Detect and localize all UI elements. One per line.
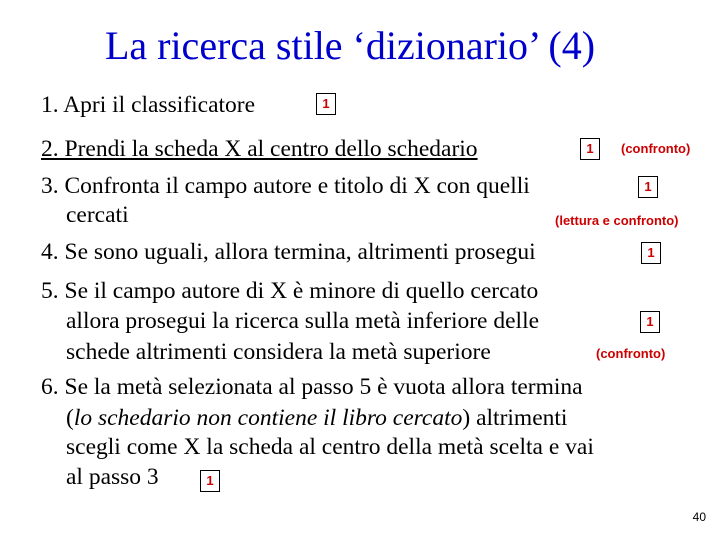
slide-title: La ricerca stile ‘dizionario’ (4) <box>104 23 596 68</box>
paren-close: ) altrimenti <box>462 405 568 431</box>
step-6-text-cont3: al passo 3 <box>66 464 159 490</box>
operation-note: (confronto) <box>596 346 666 361</box>
step-5-text: 5. Se il campo autore di X è minore di quello cercato <box>41 278 539 304</box>
step-count-badge: 1 <box>641 242 661 264</box>
step-count-badge: 1 <box>200 470 220 492</box>
operation-note: (confronto) <box>621 141 691 156</box>
step-6-text-cont2: scegli come X la scheda al centro della metà scelta e vai <box>66 434 594 460</box>
step-count-badge: 1 <box>316 93 336 115</box>
step-count-badge: 1 <box>580 138 600 160</box>
step-count-badge: 1 <box>638 176 658 198</box>
step-3-text: 3. Confronta il campo autore e titolo di X con quelli <box>41 173 530 199</box>
step-3-text-cont: cercati <box>66 202 129 228</box>
step-5-text-cont2: schede altrimenti considera la metà superiore <box>66 339 491 365</box>
step-1-text: 1. Apri il classificatore <box>41 92 256 118</box>
step-4-text: 4. Se sono uguali, allora termina, altrimenti prosegui <box>41 239 536 265</box>
step-6-text: 6. Se la metà selezionata al passo 5 è vuota allora termina <box>41 374 583 400</box>
step-count-badge: 1 <box>640 311 660 333</box>
operation-note: (lettura e confronto) <box>555 213 679 228</box>
step-5-text-cont: allora prosegui la ricerca sulla metà inferiore delle <box>66 308 540 334</box>
page-number: 40 <box>692 510 706 524</box>
italic-note: lo schedario non contiene il libro cercato <box>73 405 463 431</box>
paren-open: ( <box>66 405 74 431</box>
step-6-text-cont <box>66 403 567 433</box>
step-2-text: 2. Prendi la scheda X al centro dello schedario <box>41 136 478 162</box>
